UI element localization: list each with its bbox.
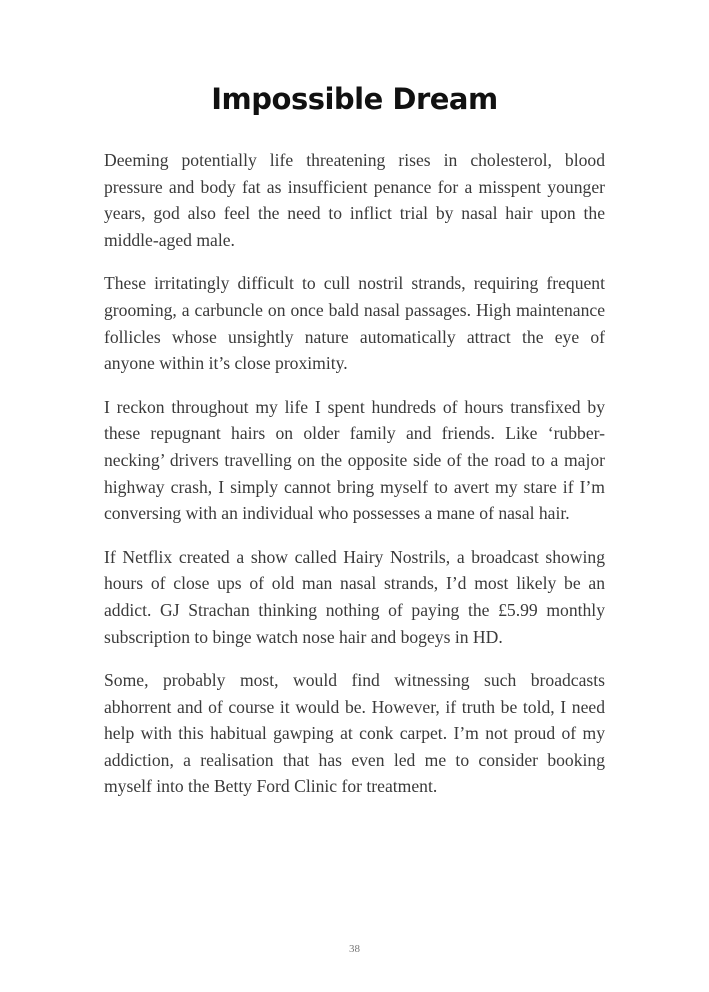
paragraph: I reckon throughout my life I spent hundreds of hours transfixed by these repugnant hairs on older family and friends. Like ‘rubber-necking’ drivers travelling on the opposite side of the road to a major highway crash, I simply cannot bring myself to avert my stare if I’m conversing with an individual who possesses a mane of nasal hair.	[104, 396, 605, 524]
paragraph: These irritatingly difficult to cull nostril strands, requiring frequent grooming, a carbuncle on once bald nasal passages. High maintenance follicles whose unsightly nature automatically attract the eye of anyone within it’s close proximity.	[104, 273, 605, 374]
paragraph: If Netflix created a show called Hairy Nostrils, a broadcast showing hours of close ups of old man nasal strands, I’d most likely be an addict. GJ Strachan thinking nothing of paying the £5.99 monthly subscription to binge watch nose hair and bogeys in HD.	[104, 546, 605, 647]
page-title: Impossible Dream	[211, 82, 498, 116]
paragraph: Some, probably most, would find witnessing such broadcasts abhorrent and of course it would be. However, if truth be told, I need help with this habitual gawping at conk carpet. I’m not proud of my addiction, a realisation that has even led me to consider booking myself into the Betty Ford Clinic for treatment.	[104, 670, 605, 797]
paragraph: Deeming potentially life threatening rises in cholesterol, blood pressure and body fat as insufficient penance for a misspent younger years, god also feel the need to inflict trial by nasal hair upon the middle-aged male.	[104, 150, 605, 250]
page-number: 38	[349, 943, 360, 955]
body-text	[104, 147, 605, 817]
